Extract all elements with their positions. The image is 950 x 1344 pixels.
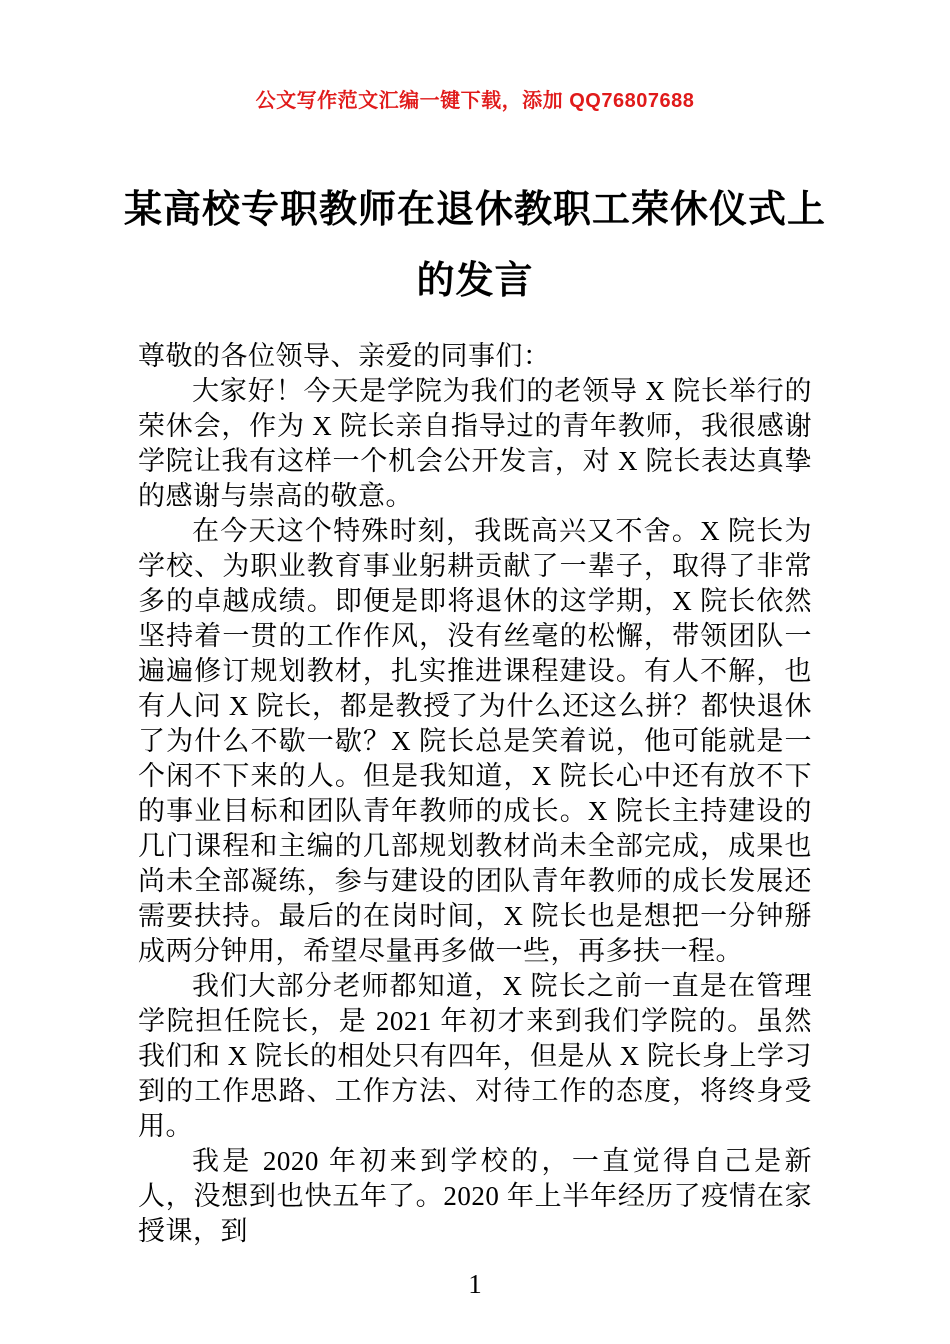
paragraph-4: 我是 2020 年初来到学校的，一直觉得自己是新人，没想到也快五年了。2020 年上半年经历了疫情在家授课，到	[138, 1146, 812, 1246]
title-line-2: 的发言	[416, 260, 534, 302]
header-promo-notice: 公文写作范文汇编一键下载，添加 QQ76807688	[255, 90, 695, 112]
paragraph-3: 我们大部分老师都知道，X 院长之前一直是在管理学院担任院长，是 2021 年初才来到我们学院的。虽然我们和 X 院长的相处只有四年，但是从 X 院长身上学习到的工作思路、工作方法、对待工作的态度，将终身受用。	[138, 971, 812, 1141]
paragraph-1: 大家好！今天是学院为我们的老领导 X 院长举行的荣休会，作为 X 院长亲自指导过的青年教师，我很感谢学院让我有这样一个机会公开发言，对 X 院长表达真挚的感谢与崇高的敬意。	[138, 376, 812, 511]
document-body	[138, 339, 812, 1249]
paragraph-2: 在今天这个特殊时刻，我既高兴又不舍。X 院长为学校、为职业教育事业躬耕贡献了一辈子，取得了非常多的卓越成绩。即便是即将退休的这学期，X 院长依然坚持着一贯的工作作风，没有丝毫的松懈，带领团队一遍遍修订规划教材，扎实推进课程建设。有人不解，也有人问 X 院长，都是教授了为什么还这么拼？都快退休了为什么不歇一歇？X 院长总是笑着说，他可能就是一个闲不下来的人。但是我知道，X 院长心中还有放不下的事业目标和团队青年教师的成长。X 院长主持建设的几门课程和主编的几部规划教材尚未全部完成，成果也尚未全部凝练，参与建设的团队青年教师的成长发展还需要扶持。最后的在岗时间，X 院长也是想把一分钟掰成两分钟用，希望尽量再多做一些，再多扶一程。	[138, 516, 812, 966]
page-number: 1	[468, 1269, 482, 1299]
document-title	[90, 175, 860, 317]
salutation-line: 尊敬的各位领导、亲爱的同事们：	[138, 341, 551, 371]
title-line-1: 某高校专职教师在退休教职工荣休仪式上	[123, 189, 826, 231]
